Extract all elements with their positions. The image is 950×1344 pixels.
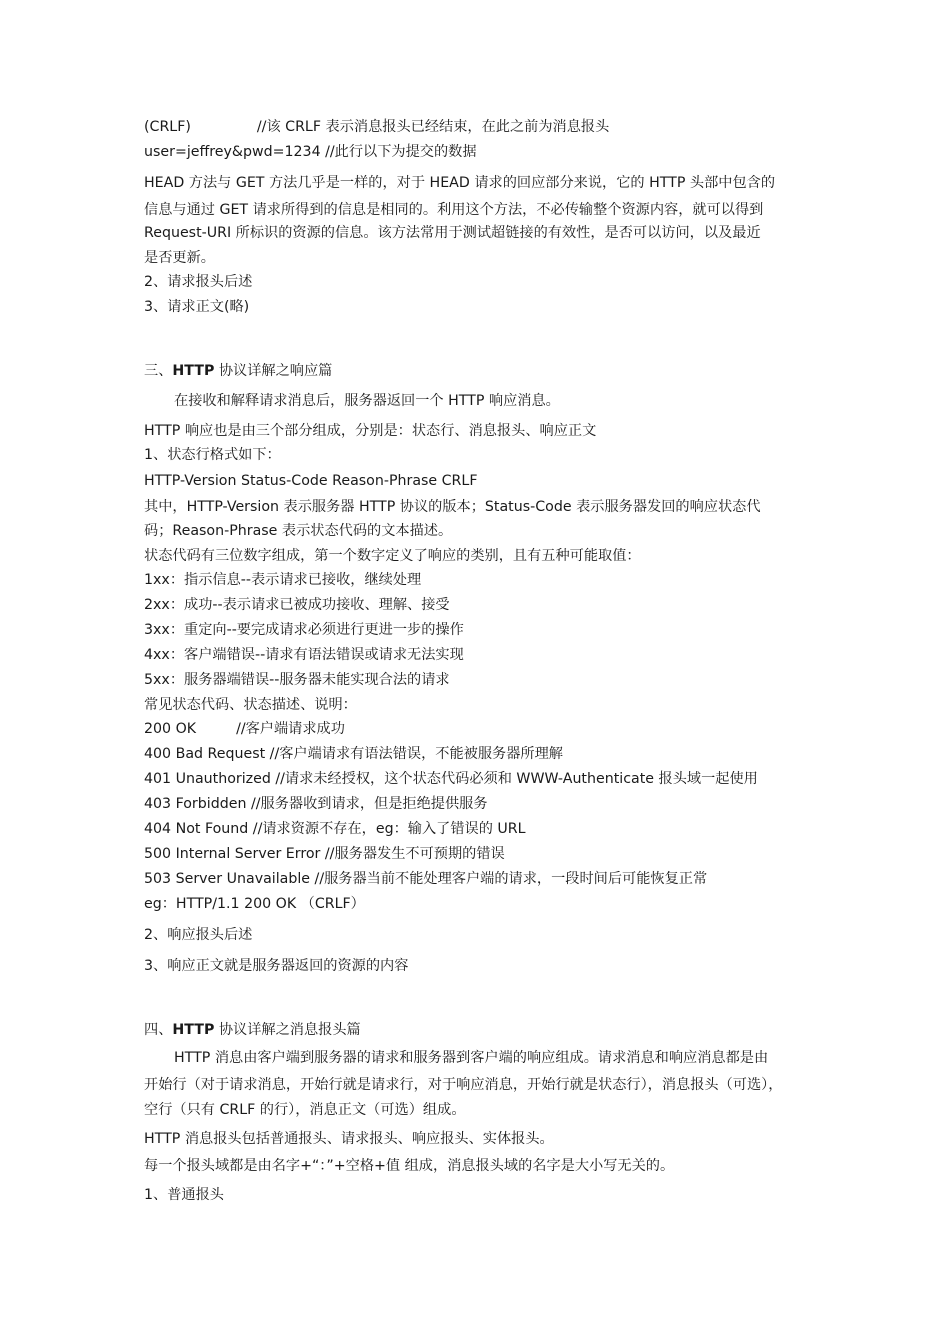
status-line-example: eg：HTTP/1.1 200 OK （CRLF）: [144, 896, 365, 912]
message-intro-1: HTTP 消息由客户端到服务器的请求和服务器到客户端的响应组成。请求消息和响应消息都是由: [174, 1050, 769, 1066]
heading-number: 四、: [144, 1022, 173, 1038]
head-method-line-3: Request-URI 所标识的资源的信息。该方法常用于测试超链接的有效性，是否可以访问，以及最近: [144, 225, 761, 241]
message-intro-2: 开始行（对于请求消息，开始行就是请求行，对于响应消息，开始行就是状态行），消息报头（可选），: [144, 1077, 783, 1093]
status-class-2xx: 2xx：成功--表示请求已被成功接收、理解、接受: [144, 597, 450, 613]
message-intro-3: 空行（只有 CRLF 的行），消息正文（可选）组成。: [144, 1102, 466, 1118]
status-class-1xx: 1xx：指示信息--表示请求已接收，继续处理: [144, 572, 422, 588]
section-heading-response: [144, 362, 808, 380]
head-method-line-2: 信息与通过 GET 请求所得到的信息是相同的。利用这个方法，不必传输整个资源内容，就可以得到: [144, 202, 764, 218]
code-401: 401 Unauthorized //请求未经授权，这个状态代码必须和 WWW-Authenticate 报头域一起使用: [144, 771, 758, 787]
code-400: 400 Bad Request //客户端请求有语法错误，不能被服务器所理解: [144, 746, 563, 762]
code-200-comment: //客户端请求成功: [236, 721, 345, 737]
response-headers-item: 2、响应报头后述: [144, 927, 253, 943]
code-503: 503 Server Unavailable //服务器当前不能处理客户端的请求，一段时间后可能恢复正常: [144, 871, 708, 887]
heading-bold-http: HTTP: [172, 363, 215, 379]
code-403: 403 Forbidden //服务器收到请求，但是拒绝提供服务: [144, 796, 488, 812]
crlf-line: [144, 118, 808, 136]
heading-number: 三、: [144, 363, 173, 379]
heading-title: 协议详解之消息报头篇: [214, 1022, 361, 1038]
status-line-format-label: 1、状态行格式如下：: [144, 447, 281, 463]
status-class-5xx: 5xx：服务器端错误--服务器未能实现合法的请求: [144, 672, 450, 688]
crlf-comment: //该 CRLF 表示消息报头已经结束，在此之前为消息报头: [256, 119, 610, 135]
header-types: HTTP 消息报头包括普通报头、请求报头、响应报头、实体报头。: [144, 1131, 554, 1147]
status-line-desc-2: 码；Reason-Phrase 表示状态代码的文本描述。: [144, 523, 453, 539]
request-body-item: 3、请求正文(略): [144, 299, 250, 315]
response-intro: 在接收和解释请求消息后，服务器返回一个 HTTP 响应消息。: [174, 393, 560, 409]
common-codes-label: 常见状态代码、状态描述、说明：: [144, 697, 357, 713]
crlf-token: (CRLF): [144, 119, 191, 135]
code-404: 404 Not Found //请求资源不存在，eg：输入了错误的 URL: [144, 821, 526, 837]
status-line-desc-1: 其中，HTTP-Version 表示服务器 HTTP 协议的版本；Status-Code 表示服务器发回的响应状态代: [144, 499, 761, 515]
response-body-item: 3、响应正文就是服务器返回的资源的内容: [144, 958, 409, 974]
status-class-3xx: 3xx：重定向--要完成请求必须进行更进一步的操作: [144, 622, 464, 638]
code-200-name: 200 OK: [144, 721, 197, 737]
head-method-line-4: 是否更新。: [144, 250, 215, 266]
status-class-4xx: 4xx：客户端错误--请求有语法错误或请求无法实现: [144, 647, 464, 663]
general-headers-item: 1、普通报头: [144, 1187, 224, 1203]
status-line-format: HTTP-Version Status-Code Reason-Phrase CRLF: [144, 473, 478, 489]
request-headers-item: 2、请求报头后述: [144, 274, 253, 290]
code-500: 500 Internal Server Error //服务器发生不可预期的错误: [144, 846, 505, 862]
head-method-line-1: HEAD 方法与 GET 方法几乎是一样的，对于 HEAD 请求的回应部分来说，它的 HTTP 头部中包含的: [144, 175, 776, 191]
header-field-format: 每一个报头域都是由名字+“：”+空格+值 组成，消息报头域的名字是大小写无关的。: [144, 1158, 675, 1174]
code-200: [144, 720, 808, 738]
section-heading-message-headers: [144, 1021, 808, 1039]
response-parts: HTTP 响应也是由三个部分组成，分别是：状态行、消息报头、响应正文: [144, 423, 597, 439]
post-data-line: user=jeffrey&pwd=1234 //此行以下为提交的数据: [144, 144, 477, 160]
heading-bold-http: HTTP: [172, 1022, 215, 1038]
status-code-intro: 状态代码有三位数字组成，第一个数字定义了响应的类别，且有五种可能取值：: [144, 548, 641, 564]
heading-title: 协议详解之响应篇: [214, 363, 333, 379]
